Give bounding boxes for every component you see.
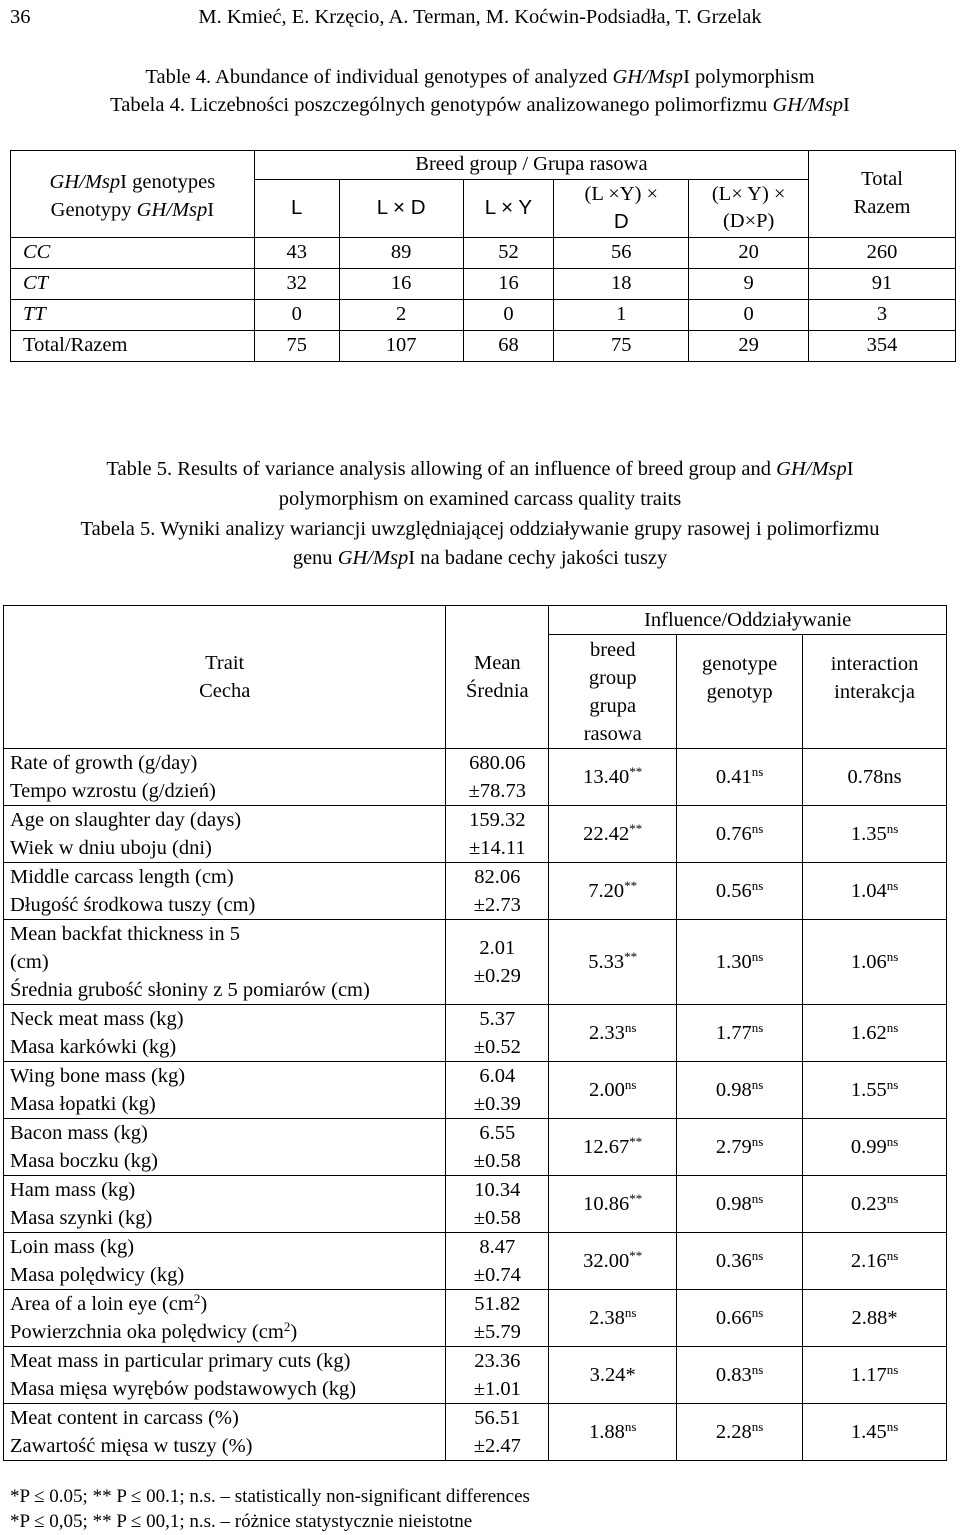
trait-name-pl: Tempo wzrostu (g/dzień) xyxy=(10,780,216,802)
trait-name-en-line2: (cm) xyxy=(10,951,49,973)
col-header-lxy: L × Y xyxy=(463,179,554,237)
interaction-f-value xyxy=(803,1290,947,1347)
table-cell: 18 xyxy=(554,268,689,299)
trait-name-pl: Powierzchnia oka polędwicy (cm xyxy=(10,1321,284,1343)
trait-name-pl: Masa mięsa wyrębów podstawowych (kg) xyxy=(10,1378,357,1400)
trait-cell xyxy=(4,806,446,863)
table-row xyxy=(4,1404,947,1461)
mean-cell xyxy=(446,806,549,863)
interaction-value: 1.35 xyxy=(850,823,887,845)
sd-value: ±2.73 xyxy=(473,894,521,916)
table5-caption-pl: Tabela 5. Wyniki analizy wariancji uwzględniającej oddziaływanie grupy rasowej i polimorfizmu xyxy=(80,518,880,540)
mean-cell xyxy=(446,1290,549,1347)
trait-name-en: Loin mass (kg) xyxy=(10,1236,135,1258)
sd-value: ±1.01 xyxy=(473,1378,521,1400)
interaction-f-value xyxy=(803,749,947,806)
superscript: 2 xyxy=(193,1291,201,1306)
trait-cell xyxy=(4,749,446,806)
interaction-influence-header: interaction interakcja xyxy=(803,635,947,749)
mean-value: 23.36 xyxy=(474,1350,521,1372)
significance-mark: ns xyxy=(624,1305,637,1320)
breed-f-value xyxy=(549,1233,677,1290)
significance-mark: ns xyxy=(751,949,764,964)
genotype-f-value xyxy=(677,1233,803,1290)
mean-cell xyxy=(446,1062,549,1119)
significance-mark: ns xyxy=(886,949,899,964)
interaction-value: 1.45 xyxy=(850,1421,887,1443)
table-row xyxy=(4,863,947,920)
significance-mark: ns xyxy=(624,1419,637,1434)
sd-value: ±0.39 xyxy=(473,1093,521,1115)
significance-mark: ns xyxy=(886,878,899,893)
significance-mark: ns xyxy=(751,1248,764,1263)
table-row xyxy=(4,1005,947,1062)
mean-value: 51.82 xyxy=(474,1293,521,1315)
col-header-lxd: L × D xyxy=(339,179,463,237)
significance-mark: ns xyxy=(751,821,764,836)
table-row xyxy=(4,1290,947,1347)
trait-name-en: Mean backfat thickness in 5 xyxy=(10,923,240,945)
trait-cell xyxy=(4,1290,446,1347)
mean-cell xyxy=(446,1347,549,1404)
significance-mark: ns xyxy=(886,1362,899,1377)
genotype-value: 2.28 xyxy=(715,1421,752,1443)
table-cell: 32 xyxy=(254,268,339,299)
interaction-value: 1.06 xyxy=(850,951,887,973)
trait-cell xyxy=(4,1005,446,1062)
genotype-value: 0.36 xyxy=(715,1250,752,1272)
breed-value: 22.42 xyxy=(583,823,630,845)
total-column-header: Total Razem xyxy=(809,151,956,238)
table5-caption-pl-line2: genu GH/MspI na badane cechy jakości tuszy xyxy=(292,547,668,569)
table-row xyxy=(4,1176,947,1233)
breed-f-value xyxy=(549,1347,677,1404)
significance-mark: ** xyxy=(629,821,643,836)
footnote-en: *P ≤ 0.05; ** P ≤ 00.1; n.s. – statistically non-significant differences xyxy=(10,1486,530,1507)
trait-cell xyxy=(4,1119,446,1176)
interaction-f-value xyxy=(803,1062,947,1119)
genotype-value: 0.98 xyxy=(715,1079,752,1101)
trait-name-pl: Długość środkowa tuszy (cm) xyxy=(10,894,256,916)
trait-name-pl: Masa szynki (kg) xyxy=(10,1207,153,1229)
genotype-f-value xyxy=(677,920,803,1005)
trait-name-en: Wing bone mass (kg) xyxy=(10,1065,186,1087)
trait-name-en: Meat mass in particular primary cuts (kg) xyxy=(10,1350,351,1372)
significance-mark: ** xyxy=(624,949,638,964)
table-cell: 3 xyxy=(809,299,956,330)
table-row xyxy=(11,299,956,330)
mean-value: 5.37 xyxy=(479,1008,516,1030)
significance-mark: ns xyxy=(751,1419,764,1434)
trait-name-en: Area of a loin eye (cm xyxy=(10,1293,194,1315)
significance-mark: ns xyxy=(751,1134,764,1149)
trait-name-pl: Zawartość mięsa w tuszy (%) xyxy=(10,1435,253,1457)
genotype-label: CC xyxy=(11,237,255,268)
significance-mark: ** xyxy=(629,1134,643,1149)
trait-name-en: Ham mass (kg) xyxy=(10,1179,136,1201)
trait-name-pl: Masa łopatki (kg) xyxy=(10,1093,156,1115)
footnote-pl: *P ≤ 0,05; ** P ≤ 00,1; n.s. – różnice statystycznie nieistotne xyxy=(10,1511,473,1532)
page-header xyxy=(0,4,960,28)
genotype-value: 0.76 xyxy=(715,823,752,845)
trait-cell xyxy=(4,1347,446,1404)
table-cell: 107 xyxy=(339,330,463,361)
trait-name-pl: Masa karkówki (kg) xyxy=(10,1036,177,1058)
table-cell: 9 xyxy=(689,268,809,299)
breed-f-value xyxy=(549,1062,677,1119)
significance-mark: ns xyxy=(751,878,764,893)
mean-value: 159.32 xyxy=(469,809,526,831)
significance-mark: ns xyxy=(886,1419,899,1434)
mean-cell xyxy=(446,1119,549,1176)
interaction-value: 0.78ns xyxy=(847,766,902,788)
page-number: 36 xyxy=(10,6,31,28)
genotype-f-value xyxy=(677,1062,803,1119)
genotype-f-value xyxy=(677,1176,803,1233)
interaction-f-value xyxy=(803,806,947,863)
table-cell: 260 xyxy=(809,237,956,268)
genotype-label: CT xyxy=(11,268,255,299)
significance-mark: ** xyxy=(629,1191,643,1206)
interaction-value: 2.88* xyxy=(851,1307,898,1329)
genotype-value: 1.30 xyxy=(715,951,752,973)
significance-mark: ns xyxy=(624,1077,637,1092)
breed-value: 2.00 xyxy=(589,1079,625,1101)
breed-value: 2.38 xyxy=(589,1307,625,1329)
col-header-l: L xyxy=(254,179,339,237)
table-row xyxy=(4,806,947,863)
table-cell: 0 xyxy=(689,299,809,330)
breed-f-value xyxy=(549,806,677,863)
mean-value: 6.55 xyxy=(479,1122,516,1144)
sd-value: ±2.47 xyxy=(473,1435,521,1457)
table-cell: 16 xyxy=(339,268,463,299)
genotype-value: 0.56 xyxy=(715,880,752,902)
interaction-f-value xyxy=(803,1404,947,1461)
breed-f-value xyxy=(549,1404,677,1461)
significance-mark: ns xyxy=(886,1077,899,1092)
table5-caption-en-line2: polymorphism on examined carcass quality traits xyxy=(278,488,682,510)
trait-name-en: Bacon mass (kg) xyxy=(10,1122,148,1144)
trait-header: Trait Cecha xyxy=(4,606,446,749)
col-header-lxy-x-d: (L ×Y) × D xyxy=(554,179,689,237)
breed-f-value xyxy=(549,749,677,806)
significance-mark: ns xyxy=(751,1305,764,1320)
mean-value: 56.51 xyxy=(474,1407,521,1429)
sd-value: ±78.73 xyxy=(468,780,527,802)
trait-name-en: Meat content in carcass (%) xyxy=(10,1407,239,1429)
table-cell: 0 xyxy=(463,299,554,330)
table-cell: 16 xyxy=(463,268,554,299)
significance-mark: ns xyxy=(751,1191,764,1206)
breed-value: 7.20 xyxy=(588,880,625,902)
table-cell: 2 xyxy=(339,299,463,330)
breed-f-value xyxy=(549,920,677,1005)
trait-name-en-close: ) xyxy=(200,1293,208,1315)
table-row xyxy=(4,1062,947,1119)
table-cell: 56 xyxy=(554,237,689,268)
interaction-value: 1.17 xyxy=(850,1364,887,1386)
running-head-authors: M. Kmieć, E. Krzęcio, A. Terman, M. Koćwin-Podsiadła, T. Grzelak xyxy=(198,6,762,28)
sd-value: ±14.11 xyxy=(469,837,526,859)
interaction-value: 1.04 xyxy=(850,880,887,902)
sd-value: ±0.74 xyxy=(473,1264,521,1286)
breed-group-influence-header: breed group grupa rasowa xyxy=(549,635,677,749)
table-cell: 68 xyxy=(463,330,554,361)
genotype-abundance-table xyxy=(10,150,956,362)
significance-mark: ns xyxy=(886,1020,899,1035)
mean-value: 10.34 xyxy=(474,1179,521,1201)
table-row xyxy=(11,268,956,299)
interaction-value: 1.62 xyxy=(850,1022,887,1044)
significance-mark: ** xyxy=(629,1248,643,1263)
mean-cell xyxy=(446,1176,549,1233)
interaction-f-value xyxy=(803,1176,947,1233)
mean-value: 6.04 xyxy=(479,1065,516,1087)
table-row xyxy=(4,749,947,806)
breed-value: 2.33 xyxy=(589,1022,625,1044)
significance-mark: ns xyxy=(886,1134,899,1149)
table-row xyxy=(4,1233,947,1290)
significance-mark: ns xyxy=(624,1020,637,1035)
breed-value: 10.86 xyxy=(583,1193,630,1215)
breed-value: 12.67 xyxy=(583,1136,630,1158)
trait-cell xyxy=(4,1176,446,1233)
trait-name-pl: Wiek w dniu uboju (dni) xyxy=(10,837,212,859)
table-row xyxy=(4,920,947,1005)
table-row xyxy=(4,1347,947,1404)
significance-mark: ns xyxy=(751,1077,764,1092)
genotype-value: 0.98 xyxy=(715,1193,752,1215)
significance-mark: ** xyxy=(629,764,643,779)
trait-cell xyxy=(4,1233,446,1290)
breed-f-value xyxy=(549,1005,677,1062)
genotype-f-value xyxy=(677,863,803,920)
breed-value: 13.40 xyxy=(583,766,630,788)
significance-mark: ns xyxy=(751,1362,764,1377)
significance-mark: ns xyxy=(751,764,764,779)
significance-mark: ns xyxy=(886,1191,899,1206)
interaction-value: 0.99 xyxy=(850,1136,887,1158)
genotype-f-value xyxy=(677,806,803,863)
table-cell: 52 xyxy=(463,237,554,268)
table-cell: 0 xyxy=(254,299,339,330)
table-row xyxy=(11,237,956,268)
breed-value: 5.33 xyxy=(588,951,625,973)
mean-value: 2.01 xyxy=(479,937,516,959)
trait-name-en: Middle carcass length (cm) xyxy=(10,866,234,888)
genotype-f-value xyxy=(677,1404,803,1461)
sd-value: ±5.79 xyxy=(473,1321,521,1343)
genotype-value: 0.83 xyxy=(715,1364,752,1386)
table-cell: 20 xyxy=(689,237,809,268)
superscript: 2 xyxy=(283,1319,291,1334)
table4-caption-pl: Tabela 4. Liczebności poszczególnych genotypów analizowanego polimorfizmu GH/MspI xyxy=(110,94,850,116)
mean-cell xyxy=(446,920,549,1005)
table-row xyxy=(11,330,956,361)
table-cell: 1 xyxy=(554,299,689,330)
genotype-label: Total/Razem xyxy=(11,330,255,361)
significance-mark: ns xyxy=(886,1248,899,1263)
table-cell: 29 xyxy=(689,330,809,361)
genotype-value: 2.79 xyxy=(715,1136,752,1158)
breed-f-value xyxy=(549,1290,677,1347)
interaction-f-value xyxy=(803,1347,947,1404)
mean-value: 8.47 xyxy=(479,1236,516,1258)
interaction-value: 1.55 xyxy=(850,1079,887,1101)
mean-cell xyxy=(446,863,549,920)
trait-cell xyxy=(4,1062,446,1119)
table-cell: 75 xyxy=(254,330,339,361)
breed-value: 32.00 xyxy=(583,1250,630,1272)
sd-value: ±0.52 xyxy=(473,1036,521,1058)
genotype-label: TT xyxy=(11,299,255,330)
breed-value: 1.88 xyxy=(589,1421,625,1443)
breed-value: 3.24* xyxy=(589,1364,636,1386)
mean-cell xyxy=(446,1005,549,1062)
significance-mark: ** xyxy=(624,878,638,893)
interaction-f-value xyxy=(803,1233,947,1290)
influence-header: Influence/Oddziaływanie xyxy=(549,606,947,635)
trait-cell xyxy=(4,863,446,920)
trait-name-pl: Masa polędwicy (kg) xyxy=(10,1264,185,1286)
table-cell: 43 xyxy=(254,237,339,268)
mean-value: 680.06 xyxy=(469,752,526,774)
genotype-f-value xyxy=(677,1290,803,1347)
trait-cell xyxy=(4,920,446,1005)
trait-name-pl: Masa boczku (kg) xyxy=(10,1150,159,1172)
sd-value: ±0.58 xyxy=(473,1207,521,1229)
mean-header: Mean Średnia xyxy=(446,606,549,749)
breed-f-value xyxy=(549,1176,677,1233)
trait-cell xyxy=(4,1404,446,1461)
table-cell: 89 xyxy=(339,237,463,268)
genotype-value: 1.77 xyxy=(715,1022,752,1044)
genotype-f-value xyxy=(677,1347,803,1404)
genotype-f-value xyxy=(677,1005,803,1062)
interaction-f-value xyxy=(803,1119,947,1176)
genotype-column-header: GH/MspI genotypes Genotypy GH/MspI xyxy=(11,151,255,238)
table5-caption-en: Table 5. Results of variance analysis allowing of an influence of breed group and GH/MspI xyxy=(106,458,854,480)
interaction-f-value xyxy=(803,920,947,1005)
genotype-f-value xyxy=(677,749,803,806)
table-cell: 75 xyxy=(554,330,689,361)
col-header-lxy-x-dxp: (L× Y) × (D×P) xyxy=(689,179,809,237)
sd-value: ±0.29 xyxy=(473,965,521,987)
genotype-value: 0.41 xyxy=(715,766,752,788)
genotype-influence-header: genotype genotyp xyxy=(677,635,803,749)
table-row xyxy=(4,1119,947,1176)
interaction-f-value xyxy=(803,863,947,920)
genotype-f-value xyxy=(677,1119,803,1176)
trait-name-en: Neck meat mass (kg) xyxy=(10,1008,184,1030)
table-cell: 91 xyxy=(809,268,956,299)
mean-cell xyxy=(446,1404,549,1461)
trait-name-en: Rate of growth (g/day) xyxy=(10,752,198,774)
interaction-f-value xyxy=(803,1005,947,1062)
significance-mark: ns xyxy=(751,1020,764,1035)
table4-caption-en: Table 4. Abundance of individual genotypes of analyzed GH/MspI polymorphism xyxy=(145,66,815,88)
genotype-value: 0.66 xyxy=(715,1307,752,1329)
trait-name-pl: Średnia grubość słoniny z 5 pomiarów (cm) xyxy=(10,979,370,1001)
table-cell: 354 xyxy=(809,330,956,361)
variance-analysis-table xyxy=(3,605,947,1461)
trait-name-pl-close: ) xyxy=(290,1321,298,1343)
breed-f-value xyxy=(549,1119,677,1176)
mean-cell xyxy=(446,749,549,806)
breed-f-value xyxy=(549,863,677,920)
breed-group-header: Breed group / Grupa rasowa xyxy=(254,151,808,180)
trait-name-en: Age on slaughter day (days) xyxy=(10,809,242,831)
interaction-value: 2.16 xyxy=(850,1250,887,1272)
sd-value: ±0.58 xyxy=(473,1150,521,1172)
interaction-value: 0.23 xyxy=(850,1193,887,1215)
mean-cell xyxy=(446,1233,549,1290)
significance-mark: ns xyxy=(886,821,899,836)
mean-value: 82.06 xyxy=(474,866,521,888)
